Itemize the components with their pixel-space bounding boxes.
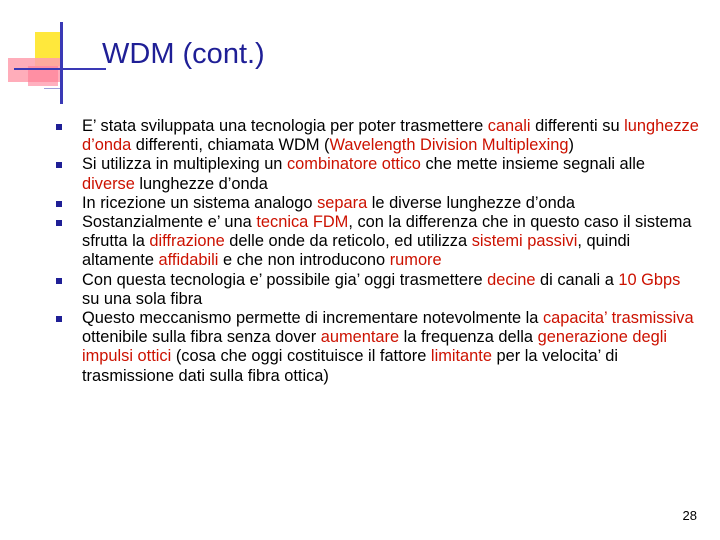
highlighted-text: 10 Gbps [618,270,681,289]
bullet-text: Sostanzialmente e’ una [82,213,257,232]
bullet-item [52,194,702,213]
highlighted-text: tecnica FDM [256,213,349,232]
bullet-text: delle onde da reticolo, ed utilizza [224,232,472,251]
bullet-text: la frequenza della [399,328,538,347]
bullet-text: di canali a [535,270,619,289]
highlighted-text: generazione degli impulsi ottici [82,328,668,366]
bullet-text: Questo meccanismo permette di incrementare notevolmente la [82,309,543,328]
bullet-text: , quindi altamente [82,232,631,270]
bullet-text: differenti, chiamata WDM ( [131,136,330,155]
bullet-text: per la velocita’ di trasmissione dati sulla fibra ottica) [82,347,618,385]
highlighted-text: affidabili [158,251,219,270]
square-bullet-icon [56,201,62,207]
decorative-logo-icon [0,0,110,110]
bullet-text: lunghezze d’onda [134,174,268,193]
highlighted-text: decine [487,270,536,289]
highlighted-text: Wavelength Division Multiplexing [329,136,569,155]
slide-title: WDM (cont.) [102,38,265,70]
highlighted-text: separa [317,193,368,212]
bullet-text: In ricezione un sistema analogo [82,193,318,212]
bullet-item [52,271,702,309]
bullet-text: , con la differenza che in questo caso il sistema sfrutta la [82,213,692,251]
highlighted-text: diverse [82,174,135,193]
bullet-text: e che non introducono [218,251,390,270]
bullet-text: Con questa tecnologia e’ possibile gia’ oggi trasmettere [82,270,488,289]
highlighted-text: diffrazione [149,232,225,251]
bullet-item [52,117,702,155]
bullet-text: ottenibile sulla fibra senza dover [82,328,321,347]
highlighted-text: capacita’ trasmissiva [542,309,694,328]
highlighted-text: limitante [430,347,492,366]
bullet-item [52,213,702,271]
bullet-text: ) [568,136,574,155]
bullet-text: (cosa che oggi costituisce il fattore [171,347,431,366]
bullet-text: che mette insieme segnali alle [420,155,646,174]
bullet-text: le diverse lunghezze d’onda [367,193,575,212]
bullet-item [52,309,702,386]
square-bullet-icon [56,316,62,322]
bullet-list [52,117,702,386]
highlighted-text: canali [487,117,531,135]
bullet-text: Si utilizza in multiplexing un [82,155,287,174]
highlighted-text: lunghezze d’onda [82,117,699,155]
bullet-text: su una sola fibra [82,289,203,308]
highlighted-text: combinatore ottico [286,155,421,174]
square-bullet-icon [56,162,62,168]
highlighted-text: sistemi passivi [471,232,578,251]
square-bullet-icon [56,278,62,284]
square-bullet-icon [56,220,62,226]
page-number: 28 [682,508,697,523]
square-bullet-icon [56,124,62,130]
bullet-item [52,155,702,193]
bullet-text: E’ stata sviluppata una tecnologia per poter trasmettere [82,117,488,135]
highlighted-text: aumentare [320,328,400,347]
highlighted-text: rumore [389,251,442,270]
bullet-text: differenti su [530,117,625,135]
